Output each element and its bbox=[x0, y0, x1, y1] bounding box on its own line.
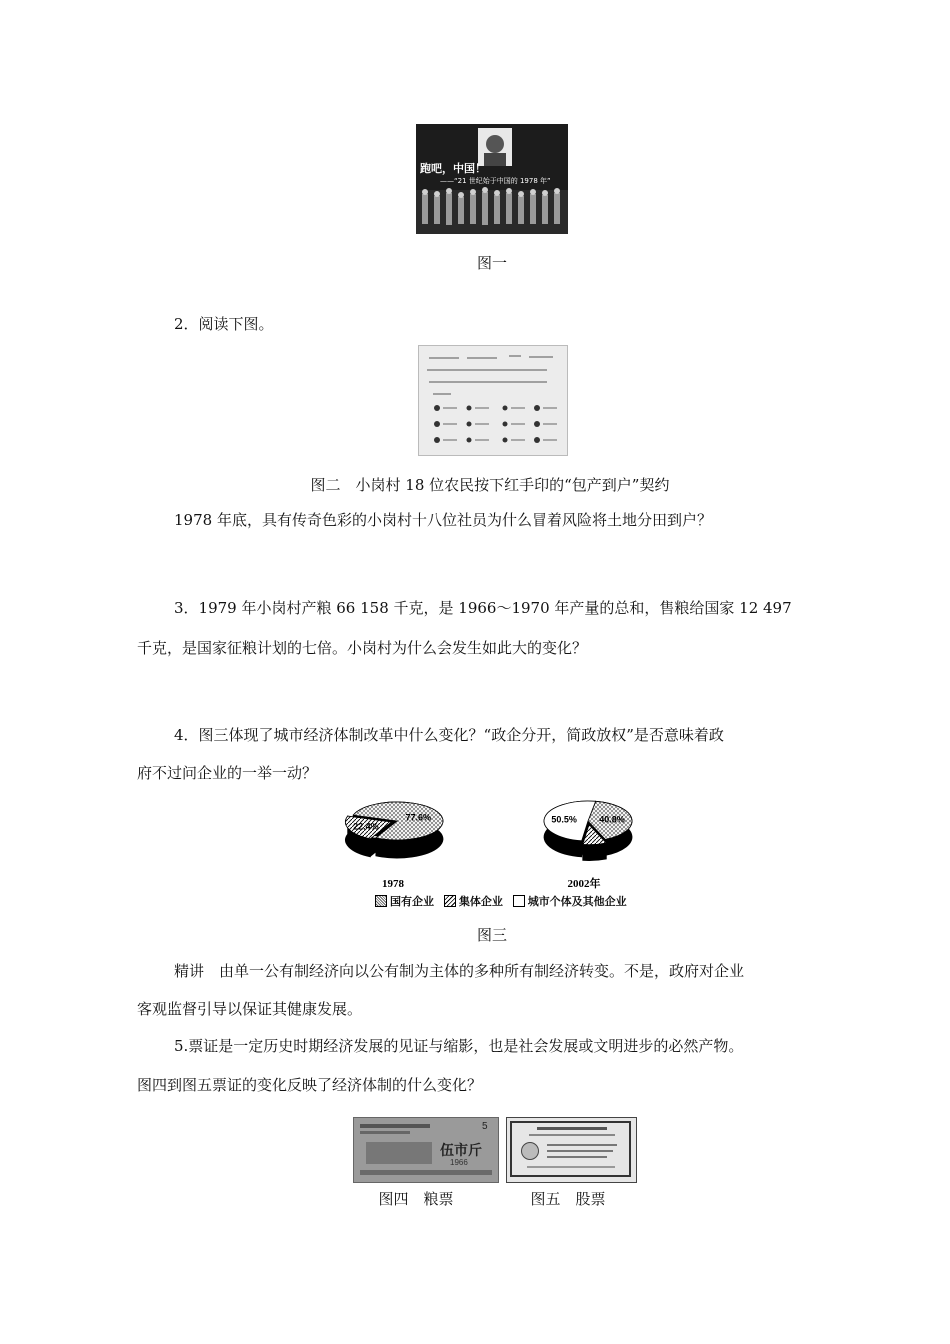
legend-label-collective: 集体企业 bbox=[458, 895, 503, 908]
legend-swatch-private bbox=[513, 895, 525, 907]
figure5-stock-certificate bbox=[506, 1117, 637, 1183]
figure4-caption: 图四 粮票 bbox=[378, 1190, 454, 1208]
q4-line1: 4．图三体现了城市经济体制改革中什么变化？“政企分开，简政放权”是否意味着政 bbox=[174, 726, 724, 744]
figure5-caption: 图五 股票 bbox=[530, 1190, 606, 1208]
legend-label-state: 国有企业 bbox=[390, 895, 434, 908]
legend-swatch-state bbox=[375, 895, 387, 907]
pie-1978 bbox=[345, 802, 443, 858]
figure3-legend bbox=[375, 893, 633, 910]
ticket-amount: 伍市斤 bbox=[440, 1143, 482, 1159]
figure1-subtitle: ——“21 世纪始于中国的 1978 年” bbox=[440, 177, 551, 185]
figure1-title: 跑吧，中国！ bbox=[420, 162, 486, 175]
figure4-grain-ticket bbox=[353, 1117, 499, 1183]
q2-prompt: 2．阅读下图。 bbox=[174, 315, 274, 333]
figure3-caption: 图三 bbox=[476, 926, 507, 944]
legend-label-private: 城市个体及其他企业 bbox=[527, 895, 627, 908]
ticket-denomination: 5 bbox=[482, 1121, 488, 1132]
ticket-year: 1966 bbox=[450, 1158, 468, 1167]
legend-state bbox=[375, 893, 434, 909]
q3-line1: 3．1979 年小岗村产粮 66 158 千克，是 1966～1970 年产量的总和，售粮给国家 12 497 bbox=[174, 599, 792, 617]
legend-private bbox=[513, 893, 627, 909]
legend-swatch-collective bbox=[444, 895, 456, 907]
pie-slice-label: 50.5% bbox=[551, 814, 577, 825]
q4-line2: 府不过问企业的一举一动？ bbox=[137, 764, 318, 782]
pie-2002-title: 2002年 bbox=[567, 878, 601, 890]
pie-1978-title: 1978 bbox=[382, 878, 404, 890]
legend-collective bbox=[444, 893, 503, 909]
q5-line1: 5.票证是一定历史时期经济发展的见证与缩影，也是社会发展或文明进步的必然产物。 bbox=[174, 1037, 744, 1055]
pie-slice-label: 22.4% bbox=[353, 821, 379, 832]
jingjiang-line2: 客观监督引导以保证其健康发展。 bbox=[137, 1000, 363, 1018]
pie-2002 bbox=[544, 801, 632, 861]
pie-slice-label: 77.6% bbox=[405, 812, 432, 823]
jingjiang-line1: 精讲 由单一公有制经济向以公有制为主体的多种所有制经济转变。不是，政府对企业 bbox=[174, 962, 745, 980]
q2-question: 1978 年底，具有传奇色彩的小岗村十八位社员为什么冒着风险将土地分田到户？ bbox=[174, 511, 712, 529]
figure1-photo bbox=[416, 124, 568, 234]
q5-line2: 图四到图五票证的变化反映了经济体制的什么变化？ bbox=[137, 1076, 483, 1094]
pie-slice-label: 40.8% bbox=[599, 814, 625, 825]
pie-slice-label: 8.7% bbox=[585, 845, 606, 856]
q3-line2: 千克，是国家征粮计划的七倍。小岗村为什么会发生如此大的变化？ bbox=[137, 639, 588, 657]
figure2-caption: 图二 小岗村 18 位农民按下红手印的“包产到户”契约 bbox=[310, 476, 670, 494]
figure1-caption: 图一 bbox=[476, 254, 507, 272]
figure2-contract-image bbox=[418, 345, 568, 456]
